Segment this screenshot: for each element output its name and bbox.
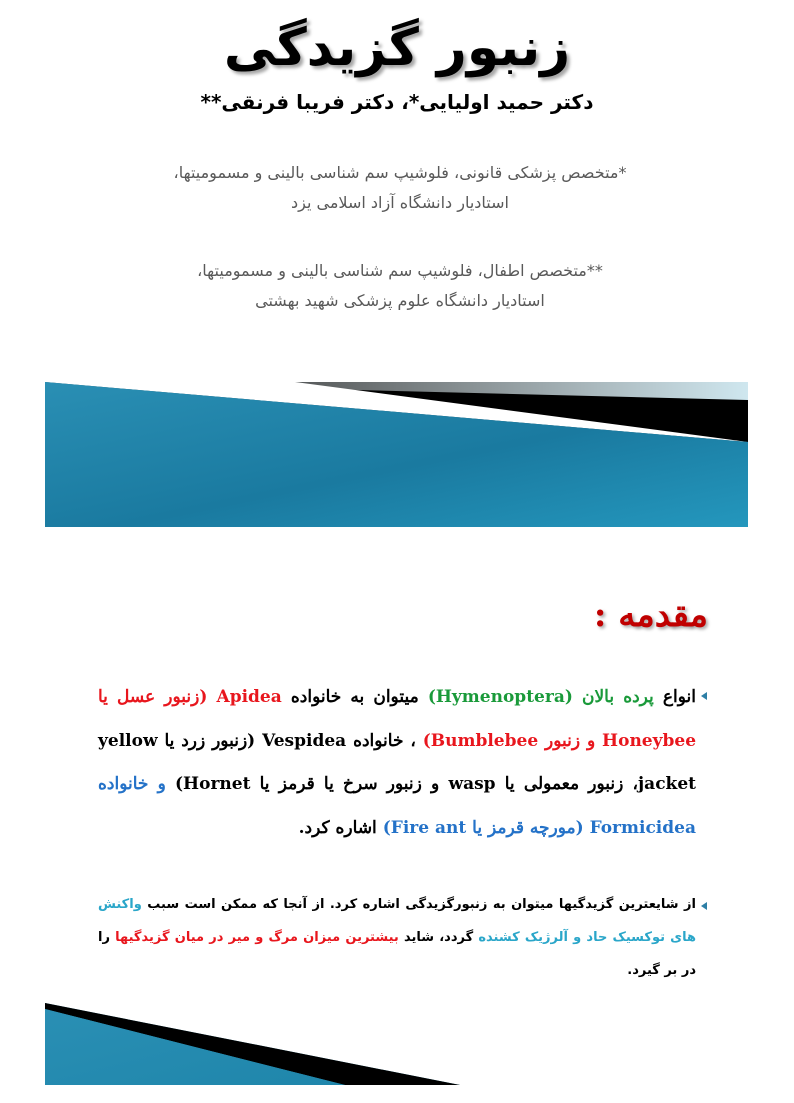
bullet-arrow-icon: [701, 692, 707, 700]
text-run: Formicidea: [589, 817, 696, 838]
text-run: (زنبور عسل یا Honeybee و زنبور Bumblebee): [98, 687, 697, 751]
text-run: ، خانواده: [353, 730, 416, 751]
text-run: خانواده: [98, 774, 149, 794]
text-run: انواع: [662, 687, 696, 707]
affiliation-1-line-1: *متخصص پزشکی قانونی، فلوشیپ سم شناسی بالینی و مسمومیتها،: [173, 163, 627, 182]
bullet-arrow-icon: [701, 902, 707, 910]
text-run: Vespidea: [262, 730, 347, 751]
text-run: را در بر گیرد.: [98, 930, 696, 978]
text-run: Apidea: [216, 687, 282, 707]
decorative-banner: [45, 382, 748, 527]
bullet-paragraph-1: [98, 676, 696, 850]
text-run: (زنبور زرد یا yellow jacket، زنبور معمولی یا wasp و زنبور سرخ یا قرمز یا Hornet): [98, 730, 696, 794]
text-run: واکنش های توکسیک حاد و آلرژیک کشنده: [98, 897, 696, 945]
bullet-paragraph-2: [98, 888, 696, 987]
text-run: پرده بالان: [582, 687, 654, 707]
affiliation-1-line-2: استادیار دانشگاه آزاد اسلامی یزد: [291, 193, 509, 212]
authors-line: دکتر حمید اولیایی*، دکتر فریبا فرنقی**: [200, 90, 594, 114]
affiliation-2-line-1: **متخصص اطفال، فلوشیپ سم شناسی بالینی و مسمومیتها،: [197, 261, 603, 280]
text-run: گردد، شاید: [403, 930, 474, 945]
affiliation-1: [150, 158, 650, 218]
text-run: و: [157, 774, 166, 794]
decorative-banner: [45, 1003, 460, 1085]
text-run: (مورچه قرمز یا Fire ant): [382, 817, 584, 838]
affiliation-2-line-2: استادیار دانشگاه علوم پزشکی شهید بهشتی: [255, 291, 545, 310]
text-run: (Hymenoptera): [427, 687, 573, 707]
slide-title: زنبور گزیدگی: [223, 18, 571, 78]
text-run: میتوان به خانواده: [290, 687, 419, 707]
text-run: از شایعترین گزیدگیها میتوان به زنبورگزیدگی اشاره کرد. از آنجا که ممکن است سبب: [147, 897, 696, 912]
text-run: اشاره کرد.: [298, 817, 377, 838]
affiliation-2: [150, 256, 650, 316]
section-heading: مقدمه :: [593, 595, 708, 635]
text-run: بیشترین میزان مرگ و میر در میان گزیدگیها: [115, 930, 399, 945]
